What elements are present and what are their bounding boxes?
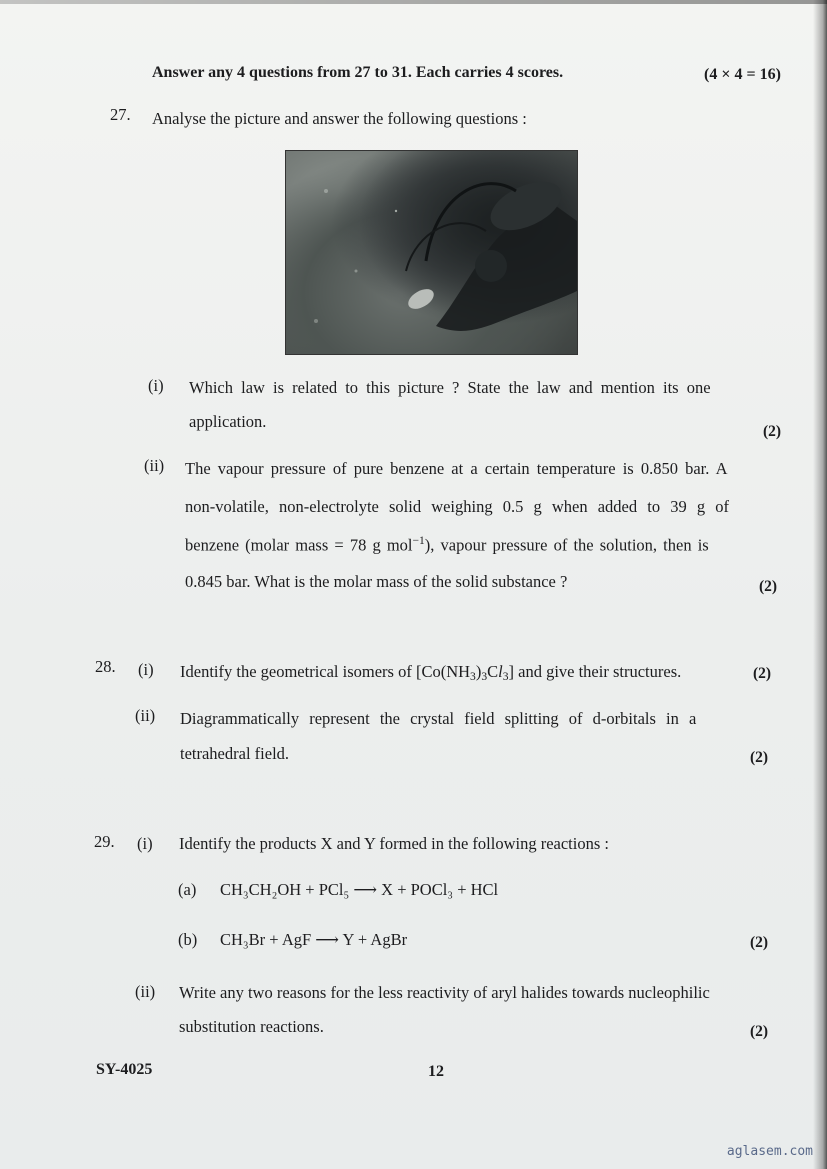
part-text-line: non-volatile, non-electrolyte solid weighing 0.5 g when added to 39 g of — [185, 497, 729, 516]
part-text-line: 0.845 bar. What is the molar mass of the solid substance ? — [185, 572, 568, 591]
page-edge-shadow — [813, 0, 827, 1169]
part-score: (2) — [753, 665, 772, 682]
section-marks: (4 × 4 = 16) — [704, 66, 781, 83]
part-text-line: substitution reactions. — [179, 1017, 324, 1036]
part-score: (2) — [759, 578, 778, 595]
part-label: (i) — [148, 376, 164, 395]
text-segment: C — [487, 662, 499, 681]
part-text-line — [180, 662, 681, 683]
question-prompt: Analyse the picture and answer the following questions : — [152, 109, 527, 128]
part-label: (ii) — [135, 706, 156, 725]
part-text-line: Identify the products X and Y formed in the following reactions : — [179, 834, 609, 853]
reaction-equation: CH₃CH₂OH + PCl₅ ⟶ X + POCl₃ + HCl — [220, 880, 499, 899]
part-text-line: Diagrammatically represent the crystal field splitting of d-orbitals in a — [180, 709, 697, 728]
paper-code: SY-4025 — [96, 1061, 153, 1078]
question-number: 28. — [95, 657, 116, 676]
reaction-label: (a) — [178, 880, 197, 899]
subscript: 3 — [470, 670, 476, 683]
part-score: (2) — [750, 749, 769, 766]
text-segment: Identify the geometrical isomers of [Co(NH — [180, 662, 471, 681]
question-number: 29. — [94, 832, 115, 851]
part-label: (ii) — [135, 982, 156, 1001]
part-text-line: application. — [189, 412, 267, 431]
part-text-line: Write any two reasons for the less reactivity of aryl halides towards nucleophilic — [179, 983, 710, 1002]
diver-photo — [285, 150, 578, 355]
part-score: (2) — [750, 1023, 769, 1040]
text-segment: benzene (molar mass = 78 g mol — [185, 535, 413, 555]
part-score: (2) — [763, 423, 782, 440]
text-segment: ), vapour pressure of the solution, then is — [424, 535, 709, 555]
text-segment: ) — [475, 662, 482, 681]
reaction-equation: CH₃Br + AgF ⟶ Y + AgBr — [220, 930, 408, 949]
watermark: aglasem.com — [726, 1144, 813, 1159]
italic-segment: l — [498, 662, 503, 681]
part-score: (2) — [750, 934, 769, 951]
part-text-line: Which law is related to this picture ? State the law and mention its one — [189, 378, 711, 397]
subscript: 3 — [502, 670, 509, 683]
page-top-edge — [0, 0, 827, 4]
part-text-line: The vapour pressure of pure benzene at a certain temperature is 0.850 bar. A — [185, 459, 728, 478]
question-number: 27. — [110, 105, 131, 124]
part-text-line: tetrahedral field. — [180, 744, 290, 763]
part-label: (i) — [138, 660, 154, 679]
part-text-line — [185, 535, 709, 555]
superscript: −1 — [412, 535, 425, 547]
part-label: (i) — [137, 834, 153, 853]
subscript: 3 — [481, 670, 488, 683]
section-instruction: Answer any 4 questions from 27 to 31. Each carries 4 scores. — [152, 64, 564, 81]
part-label: (ii) — [144, 456, 165, 475]
text-segment: ] and give their structures. — [508, 662, 682, 681]
reaction-label: (b) — [178, 930, 198, 949]
page-number: 12 — [428, 1063, 444, 1080]
diver-illustration — [286, 151, 577, 354]
